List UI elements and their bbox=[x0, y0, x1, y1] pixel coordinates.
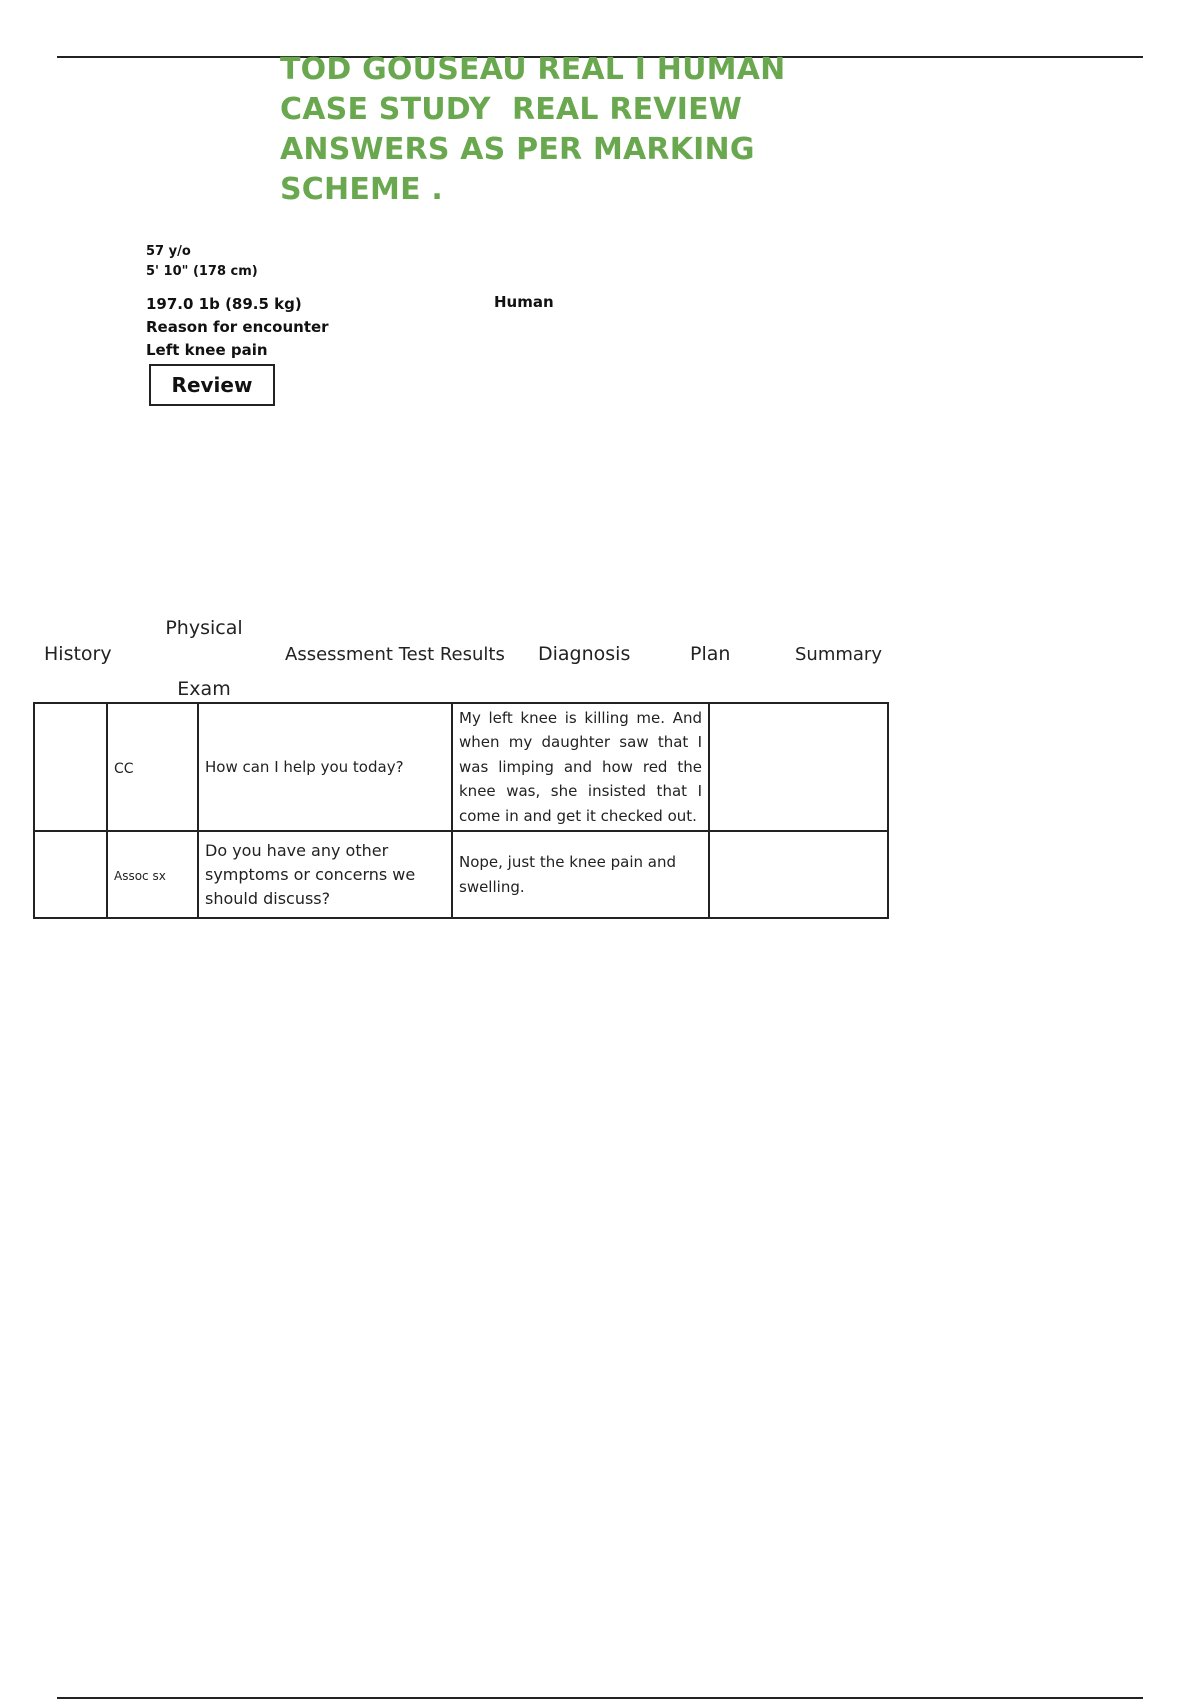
category-label: Assoc sx bbox=[114, 869, 166, 883]
patient-weight: 197.0 1b (89.5 kg) bbox=[146, 295, 302, 313]
reason-value: Left knee pain bbox=[146, 341, 268, 359]
tab-history[interactable]: History bbox=[44, 643, 112, 665]
table-row bbox=[34, 703, 888, 831]
reason-label: Reason for encounter bbox=[146, 318, 329, 336]
notes-cell bbox=[709, 831, 888, 918]
table-row bbox=[34, 831, 888, 918]
answer-text: Nope, just the knee pain and swelling. bbox=[459, 853, 677, 896]
title-line: ANSWERS AS PER MARKING bbox=[280, 132, 755, 167]
bottom-rule bbox=[57, 1697, 1143, 1699]
tab-summary[interactable]: Summary bbox=[795, 644, 882, 665]
history-qa-table bbox=[33, 702, 889, 919]
patient-age: 57 y/o bbox=[146, 244, 191, 259]
answer-cell bbox=[452, 703, 709, 831]
question-text: Do you have any other symptoms or concerns we should discuss? bbox=[205, 840, 416, 908]
review-button[interactable]: Review bbox=[149, 364, 275, 406]
question-cell[interactable] bbox=[198, 703, 452, 831]
category-label: CC bbox=[114, 760, 134, 777]
answer-cell bbox=[452, 831, 709, 918]
title-line: SCHEME . bbox=[280, 172, 444, 207]
tab-physical-exam-line1: Physical bbox=[165, 617, 243, 639]
title-line: TOD GOUSEAU REAL I HUMAN bbox=[280, 52, 786, 87]
question-text: How can I help you today? bbox=[205, 758, 404, 776]
tab-plan[interactable]: Plan bbox=[690, 643, 731, 665]
tab-diagnosis[interactable]: Diagnosis bbox=[538, 643, 631, 665]
category-cell bbox=[107, 831, 198, 918]
title-line: CASE STUDY REAL REVIEW bbox=[280, 92, 743, 127]
tab-physical-exam[interactable] bbox=[160, 613, 248, 704]
answer-text: My left knee is killing me. And when my daughter saw that I was limping and how red the knee was, she insisted that I come in and get it checked out. bbox=[459, 708, 702, 825]
tab-physical-exam-line2: Exam bbox=[177, 678, 231, 700]
patient-height: 5' 10" (178 cm) bbox=[146, 264, 258, 279]
category-cell bbox=[107, 703, 198, 831]
row-marker-cell bbox=[34, 703, 107, 831]
document-title bbox=[280, 50, 840, 210]
notes-cell bbox=[709, 703, 888, 831]
tab-assessment-test-results[interactable]: Assessment Test Results bbox=[285, 644, 505, 665]
patient-species: Human bbox=[494, 293, 554, 311]
patient-info bbox=[146, 242, 329, 362]
row-marker-cell bbox=[34, 831, 107, 918]
question-cell[interactable] bbox=[198, 831, 452, 918]
